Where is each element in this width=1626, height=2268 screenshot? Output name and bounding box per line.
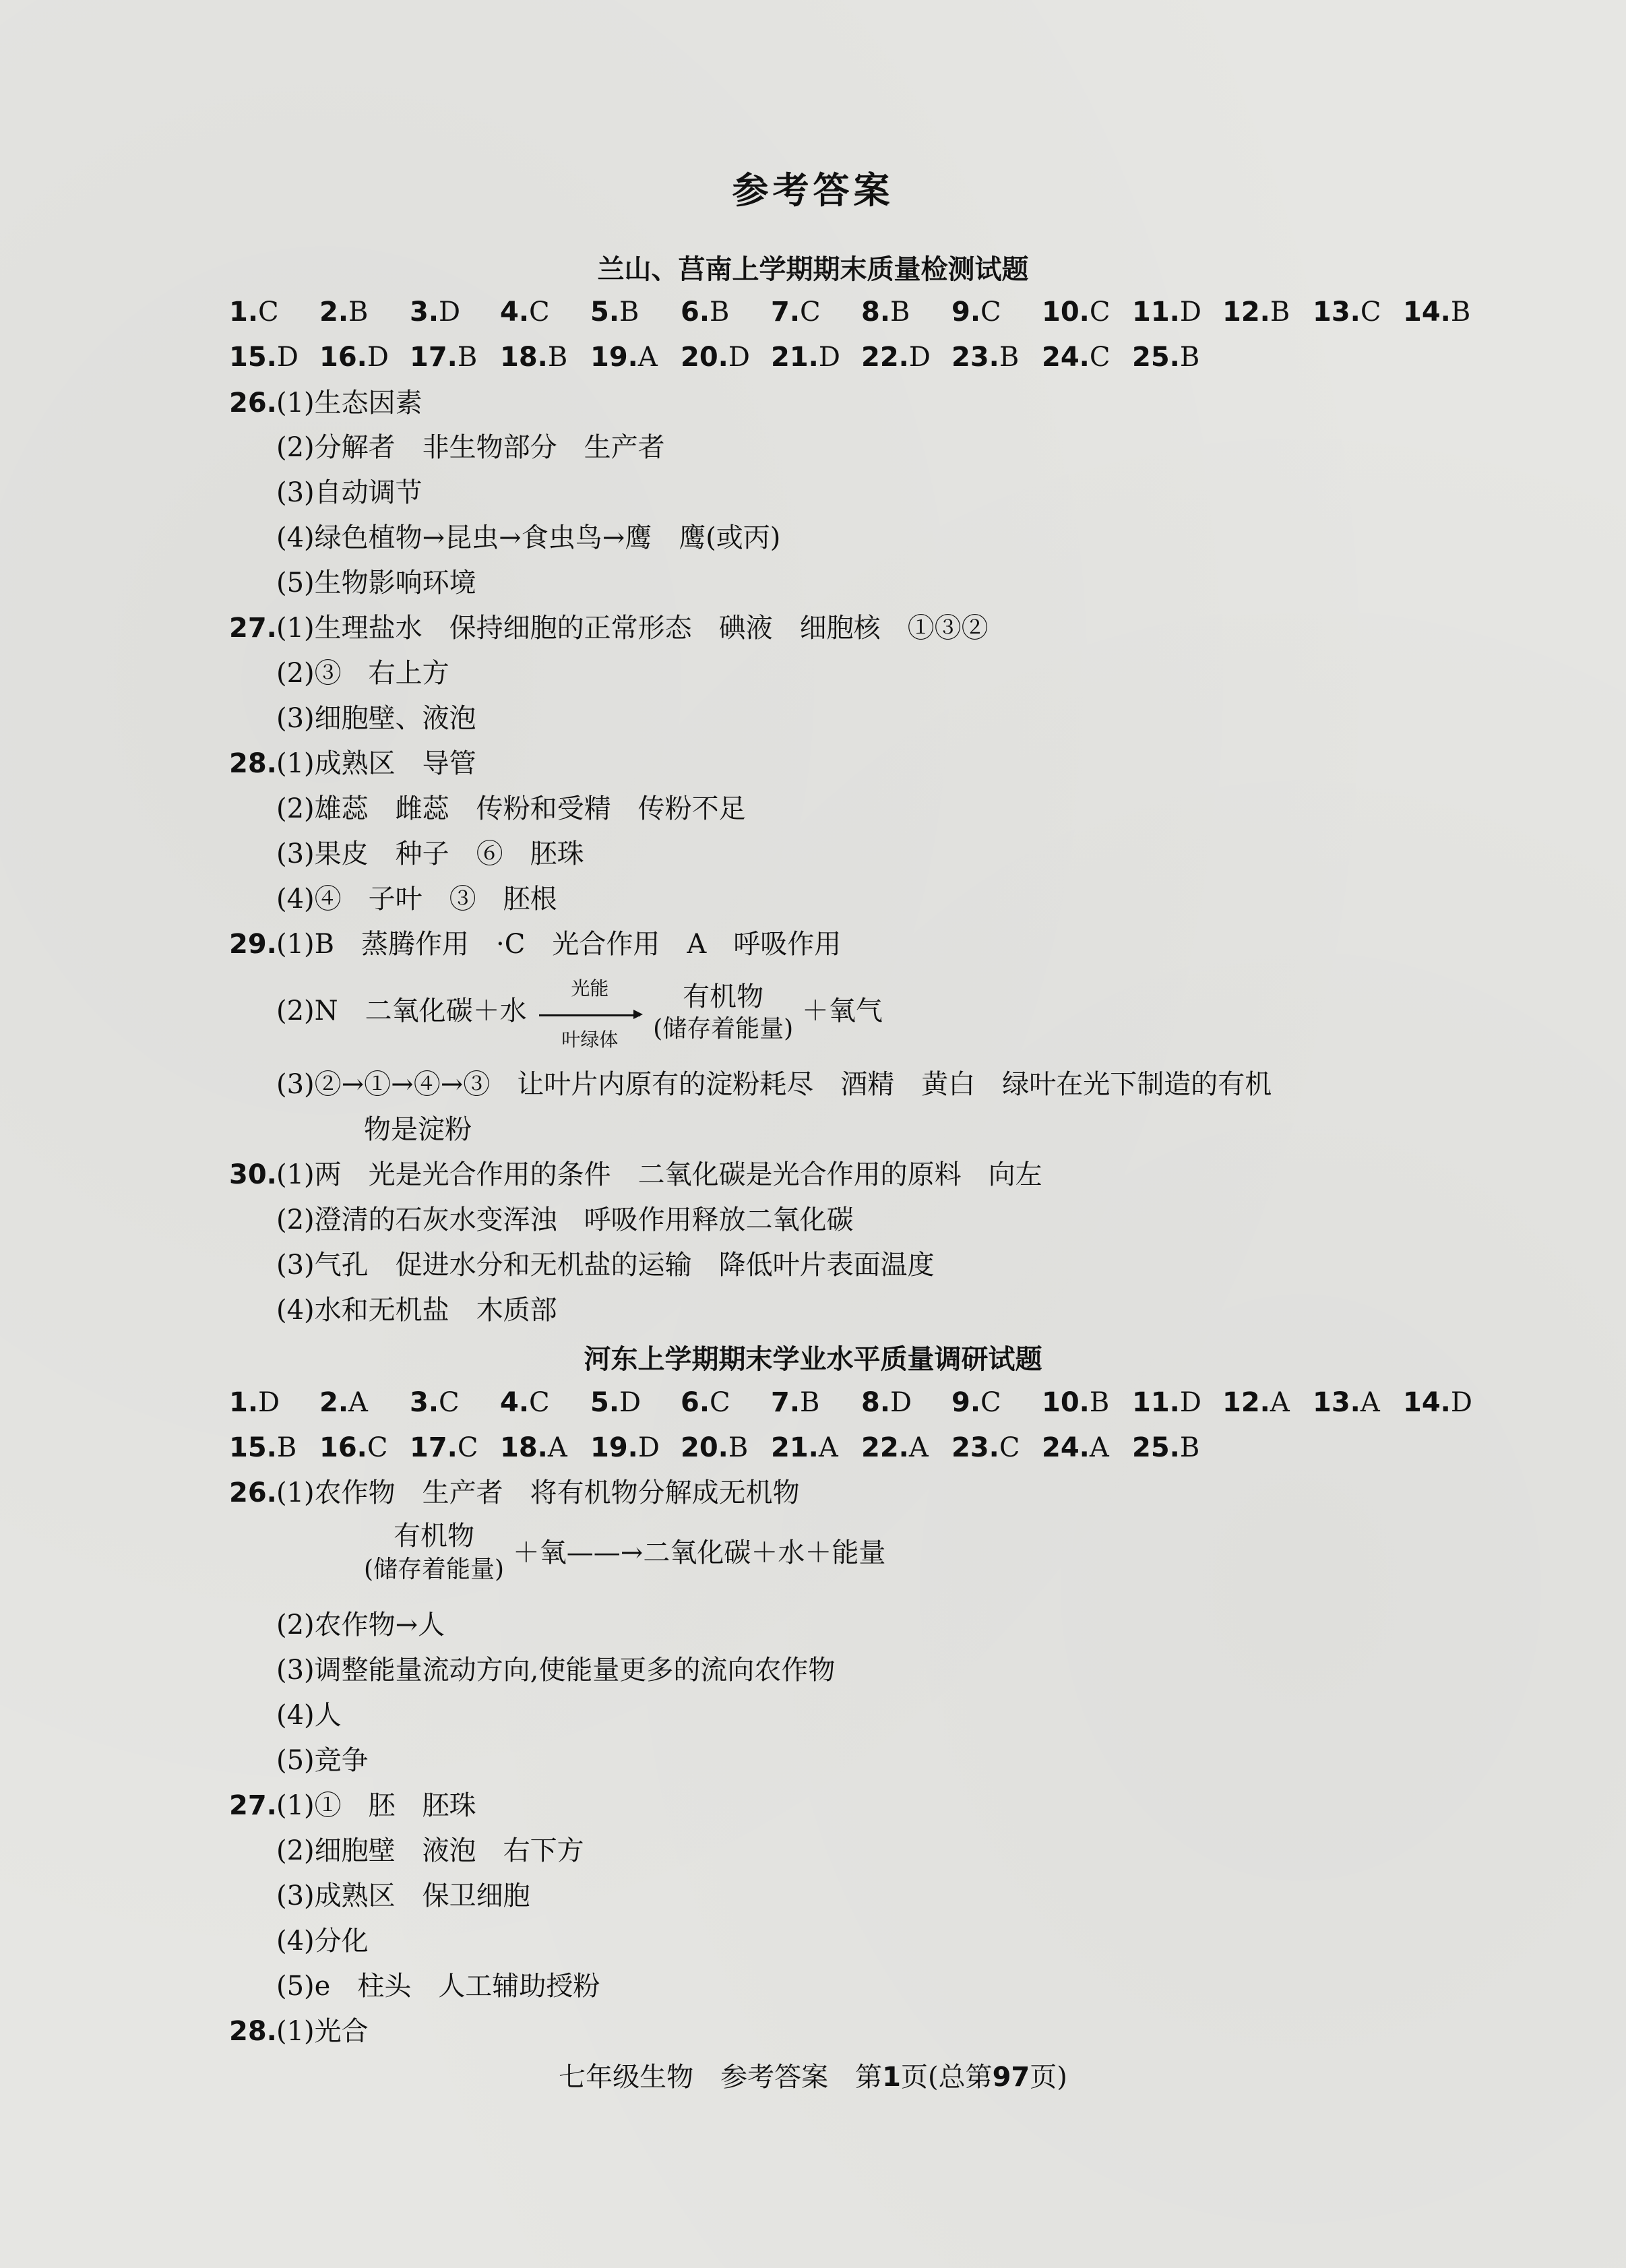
answer-line: (4)水和无机盐 木质部 <box>276 1295 557 1326</box>
answer-line: (3)调整能量流动方向,使能量更多的流向农作物 <box>276 1655 836 1686</box>
section-heading-1: 兰山、莒南上学期期末质量检测试题 <box>597 254 1029 285</box>
question-number: 26. <box>229 1477 277 1508</box>
mc-answer: 14.B <box>1403 297 1471 328</box>
mc-answer: 12.B <box>1222 297 1290 328</box>
answer-line: (3)气孔 促进水分和无机盐的运输 降低叶片表面温度 <box>276 1250 935 1281</box>
mc-answer: 18.B <box>500 342 568 373</box>
mc-answers-row <box>229 290 1496 334</box>
question-number: 27. <box>229 613 277 644</box>
mc-answers-row <box>229 335 1496 379</box>
answer-line: (3)果皮 种子 ⑥ 胚珠 <box>276 838 584 869</box>
question-number: 29. <box>229 929 277 960</box>
page-title: 参考答案 <box>732 168 894 212</box>
respiration-equation: 有机物 (储存着能量) ＋氧——→二氧化碳＋水＋能量 <box>364 1521 886 1583</box>
mc-answer: 9.C <box>951 1387 1001 1418</box>
mc-answer: 16.D <box>319 342 389 373</box>
question-number: 26. <box>229 388 277 419</box>
mc-answer: 11.D <box>1132 1387 1201 1418</box>
answer-line: (5)e 柱头 人工辅助授粉 <box>276 1971 600 2002</box>
mc-answer: 14.D <box>1403 1387 1472 1418</box>
answer-line: (5)生物影响环境 <box>276 568 476 599</box>
mc-answers-row <box>229 1380 1496 1425</box>
answer-line: 27.(1)生理盐水 保持细胞的正常形态 碘液 细胞核 ①③② <box>229 606 989 650</box>
answer-line: 30.(1)两 光是光合作用的条件 二氧化碳是光合作用的原料 向左 <box>229 1153 1042 1197</box>
answer-line: (2)澄清的石灰水变浑浊 呼吸作用释放二氧化碳 <box>276 1204 854 1235</box>
answer-line: (5)竞争 <box>276 1745 369 1776</box>
question-number: 30. <box>229 1159 277 1190</box>
mc-answer: 21.D <box>771 342 840 373</box>
mc-answer: 24.A <box>1042 1432 1109 1463</box>
answer-line: (2)细胞壁 液泡 右下方 <box>276 1835 584 1866</box>
mc-answer: 2.A <box>319 1387 368 1418</box>
mc-answer: 17.B <box>410 342 478 373</box>
mc-answer: 4.C <box>500 1387 550 1418</box>
mc-answer: 5.D <box>590 1387 642 1418</box>
answer-line: (2)农作物→人 <box>276 1610 445 1641</box>
answer-line: 26.(1)生态因素 <box>229 381 423 425</box>
mc-answer: 15.B <box>229 1432 297 1463</box>
mc-answer: 5.B <box>590 297 639 328</box>
question-number: 28. <box>229 748 277 779</box>
mc-answer: 10.B <box>1042 1387 1110 1418</box>
mc-answer: 7.C <box>771 297 821 328</box>
mc-answer: 11.D <box>1132 297 1201 328</box>
reaction-arrow <box>539 1014 640 1016</box>
mc-answer: 22.A <box>861 1432 929 1463</box>
answer-line: (4)绿色植物→昆虫→食虫鸟→鹰 鹰(或丙) <box>276 522 781 553</box>
mc-answer: 17.C <box>410 1432 478 1463</box>
mc-answer: 13.C <box>1313 297 1381 328</box>
answer-line: (2)分解者 非生物部分 生产者 <box>276 432 665 463</box>
mc-answer: 19.A <box>590 342 658 373</box>
mc-answer: 10.C <box>1042 297 1111 328</box>
mc-answer: 1.C <box>229 297 279 328</box>
mc-answer: 13.A <box>1313 1387 1380 1418</box>
mc-answer: 9.C <box>951 297 1001 328</box>
mc-answer: 6.B <box>681 297 730 328</box>
mc-answer: 6.C <box>681 1387 730 1418</box>
answer-line: 28.(1)光合 <box>229 2009 369 2054</box>
answer-line: (3)②→①→④→③ 让叶片内原有的淀粉耗尽 酒精 黄白 绿叶在光下制造的有机 <box>276 1069 1272 1100</box>
answer-line: (2)雄蕊 雌蕊 传粉和受精 传粉不足 <box>276 793 746 824</box>
question-number: 28. <box>229 2016 277 2047</box>
mc-answer: 25.B <box>1132 1432 1200 1463</box>
mc-answer: 20.B <box>681 1432 749 1463</box>
mc-answer: 23.C <box>951 1432 1020 1463</box>
answer-line: 26.(1)农作物 生产者 将有机物分解成无机物 <box>229 1471 800 1515</box>
mc-answer: 3.D <box>410 297 461 328</box>
mc-answer: 22.D <box>861 342 931 373</box>
answer-line: (3)细胞壁、液泡 <box>276 703 476 734</box>
mc-answer: 1.D <box>229 1387 280 1418</box>
mc-answer: 20.D <box>681 342 750 373</box>
answer-line: (4)分化 <box>276 1926 369 1957</box>
answer-line: 28.(1)成熟区 导管 <box>229 741 476 786</box>
mc-answer: 24.C <box>1042 342 1111 373</box>
mc-answer: 21.A <box>771 1432 838 1463</box>
mc-answer: 25.B <box>1132 342 1200 373</box>
page-footer: 七年级生物 参考答案 第1页(总第97页) <box>559 2062 1067 2093</box>
mc-answer: 2.B <box>319 297 369 328</box>
mc-answer: 18.A <box>500 1432 567 1463</box>
answer-line: (3)成熟区 保卫细胞 <box>276 1880 530 1911</box>
mc-answer: 19.D <box>590 1432 660 1463</box>
mc-answer: 8.B <box>861 297 910 328</box>
answer-line: 27.(1)① 胚 胚珠 <box>229 1783 476 1828</box>
answer-line: (4)④ 子叶 ③ 胚根 <box>276 884 557 915</box>
answer-line: 物是淀粉 <box>364 1114 472 1145</box>
mc-answer: 8.D <box>861 1387 912 1418</box>
mc-answers-row <box>229 1426 1496 1470</box>
mc-answer: 3.C <box>410 1387 460 1418</box>
mc-answer: 7.B <box>771 1387 820 1418</box>
answer-line: (3)自动调节 <box>276 477 423 508</box>
mc-answer: 4.C <box>500 297 550 328</box>
question-number: 27. <box>229 1790 277 1821</box>
photosynthesis-equation: (2)N 二氧化碳＋水 光能 叶绿体 有机物 (储存着能量) ＋氧气 <box>276 977 883 1051</box>
mc-answer: 16.C <box>319 1432 388 1463</box>
section-heading-2: 河东上学期期末学业水平质量调研试题 <box>584 1344 1042 1375</box>
mc-answer: 12.A <box>1222 1387 1290 1418</box>
mc-answer: 23.B <box>951 342 1020 373</box>
mc-answer: 15.D <box>229 342 299 373</box>
answer-line: 29.(1)B 蒸腾作用 ·C 光合作用 A 呼吸作用 <box>229 922 841 967</box>
answer-line: (2)③ 右上方 <box>276 658 449 689</box>
answer-line: (4)人 <box>276 1700 342 1731</box>
